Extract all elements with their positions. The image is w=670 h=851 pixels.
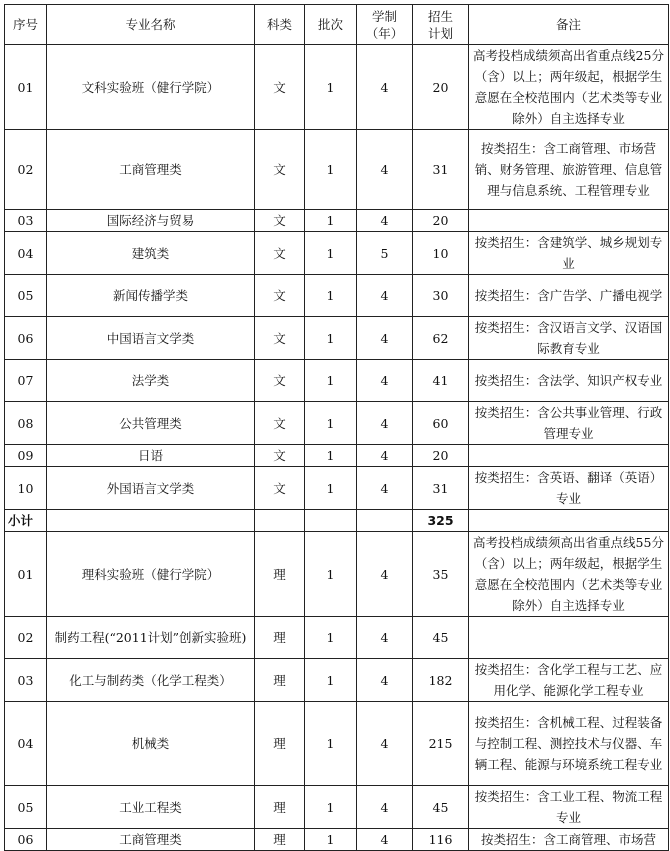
cell-subject: 文: [255, 317, 305, 360]
cell-major: 工商管理类: [47, 829, 255, 851]
table-row: [5, 317, 669, 360]
cell-years: 4: [357, 786, 413, 829]
cell-years: 4: [357, 275, 413, 317]
cell-years: 4: [357, 402, 413, 445]
cell-years: 4: [357, 210, 413, 232]
cell-note: 高考投档成绩须高出省重点线25分（含）以上；两年级起，根据学生意愿在全校范围内（艺术类等专业除外）自主选择专业: [469, 45, 669, 130]
table-row: [5, 786, 669, 829]
cell-plan: 31: [413, 130, 469, 210]
cell-subject: 理: [255, 702, 305, 786]
cell-subject: 文: [255, 360, 305, 402]
cell-batch: 1: [305, 786, 357, 829]
cell-batch: 1: [305, 360, 357, 402]
cell-seq: 03: [5, 210, 47, 232]
cell-subject: 文: [255, 275, 305, 317]
cell-seq: 04: [5, 232, 47, 275]
cell-plan: 182: [413, 659, 469, 702]
table-body: [5, 45, 669, 851]
cell-subject: 理: [255, 617, 305, 659]
cell-seq: 08: [5, 402, 47, 445]
cell-years: 4: [357, 829, 413, 851]
cell-seq: 06: [5, 317, 47, 360]
cell-plan: 20: [413, 210, 469, 232]
header-subject: 科类: [255, 5, 305, 45]
cell-major: 理科实验班（健行学院）: [47, 532, 255, 617]
cell-major: 外国语言文学类: [47, 467, 255, 510]
table-row: [5, 659, 669, 702]
table-row: [5, 532, 669, 617]
cell-major: 制药工程(“2011计划”创新实验班): [47, 617, 255, 659]
subtotal-empty-cell: [469, 510, 669, 532]
cell-seq: 09: [5, 445, 47, 467]
cell-plan: 62: [413, 317, 469, 360]
cell-batch: 1: [305, 445, 357, 467]
cell-note: 按类招生：含法学、知识产权专业: [469, 360, 669, 402]
subtotal-empty-cell: [255, 510, 305, 532]
cell-batch: 1: [305, 702, 357, 786]
cell-seq: 02: [5, 617, 47, 659]
table-row: [5, 210, 669, 232]
cell-plan: 30: [413, 275, 469, 317]
cell-plan: 35: [413, 532, 469, 617]
cell-major: 法学类: [47, 360, 255, 402]
cell-major: 机械类: [47, 702, 255, 786]
cell-plan: 45: [413, 617, 469, 659]
cell-subject: 文: [255, 210, 305, 232]
table-row: [5, 45, 669, 130]
cell-note: 按类招生：含工商管理、市场营: [469, 829, 669, 851]
cell-plan: 31: [413, 467, 469, 510]
table-row: [5, 829, 669, 851]
cell-note: 按类招生：含英语、翻译（英语）专业: [469, 467, 669, 510]
cell-batch: 1: [305, 532, 357, 617]
cell-batch: 1: [305, 130, 357, 210]
cell-major: 新闻传播学类: [47, 275, 255, 317]
cell-batch: 1: [305, 210, 357, 232]
cell-plan: 45: [413, 786, 469, 829]
cell-note: 按类招生：含工业工程、物流工程专业: [469, 786, 669, 829]
cell-subject: 理: [255, 532, 305, 617]
cell-note: 按类招生：含公共事业管理、行政管理专业: [469, 402, 669, 445]
cell-subject: 文: [255, 232, 305, 275]
table-row: [5, 617, 669, 659]
cell-batch: 1: [305, 232, 357, 275]
cell-batch: 1: [305, 829, 357, 851]
cell-plan: 60: [413, 402, 469, 445]
cell-note: 按类招生：含化学工程与工艺、应用化学、能源化学工程专业: [469, 659, 669, 702]
table-row: [5, 232, 669, 275]
cell-years: 4: [357, 659, 413, 702]
cell-major: 日语: [47, 445, 255, 467]
table-row: [5, 467, 669, 510]
cell-years: 4: [357, 317, 413, 360]
cell-seq: 10: [5, 467, 47, 510]
table-header: [5, 5, 669, 45]
cell-seq: 07: [5, 360, 47, 402]
cell-batch: 1: [305, 45, 357, 130]
cell-note: [469, 617, 669, 659]
cell-batch: 1: [305, 617, 357, 659]
cell-batch: 1: [305, 317, 357, 360]
cell-years: 4: [357, 130, 413, 210]
header-plan: 招生 计划: [413, 5, 469, 45]
cell-note: [469, 210, 669, 232]
cell-years: 5: [357, 232, 413, 275]
cell-major: 化工与制药类（化学工程类）: [47, 659, 255, 702]
header-note: 备注: [469, 5, 669, 45]
cell-major: 公共管理类: [47, 402, 255, 445]
header-row: [5, 5, 669, 45]
cell-major: 文科实验班（健行学院）: [47, 45, 255, 130]
cell-subject: 文: [255, 45, 305, 130]
subtotal-plan: 325: [413, 510, 469, 532]
table-row: [5, 130, 669, 210]
cell-years: 4: [357, 445, 413, 467]
cell-batch: 1: [305, 467, 357, 510]
table-row: [5, 702, 669, 786]
header-batch: 批次: [305, 5, 357, 45]
header-years: 学制 （年）: [357, 5, 413, 45]
cell-major: 工商管理类: [47, 130, 255, 210]
cell-seq: 05: [5, 786, 47, 829]
cell-seq: 01: [5, 45, 47, 130]
enrollment-table: [4, 4, 669, 851]
cell-years: 4: [357, 532, 413, 617]
cell-years: 4: [357, 617, 413, 659]
cell-years: 4: [357, 360, 413, 402]
cell-note: 高考投档成绩须高出省重点线55分（含）以上；两年级起，根据学生意愿在全校范围内（艺术类等专业除外）自主选择专业: [469, 532, 669, 617]
cell-seq: 01: [5, 532, 47, 617]
header-major: 专业名称: [47, 5, 255, 45]
cell-subject: 理: [255, 829, 305, 851]
cell-subject: 文: [255, 467, 305, 510]
table-row: [5, 402, 669, 445]
cell-batch: 1: [305, 402, 357, 445]
subtotal-label: 小计: [5, 510, 47, 532]
cell-major: 工业工程类: [47, 786, 255, 829]
header-seq: 序号: [5, 5, 47, 45]
cell-major: 建筑类: [47, 232, 255, 275]
cell-batch: 1: [305, 275, 357, 317]
cell-seq: 06: [5, 829, 47, 851]
cell-batch: 1: [305, 659, 357, 702]
cell-plan: 215: [413, 702, 469, 786]
cell-note: 按类招生：含工商管理、市场营销、财务管理、旅游管理、信息管理与信息系统、工程管理专业: [469, 130, 669, 210]
cell-years: 4: [357, 45, 413, 130]
cell-plan: 116: [413, 829, 469, 851]
cell-plan: 10: [413, 232, 469, 275]
cell-plan: 20: [413, 445, 469, 467]
table-row: [5, 275, 669, 317]
cell-major: 国际经济与贸易: [47, 210, 255, 232]
subtotal-empty-cell: [47, 510, 255, 532]
cell-note: 按类招生：含建筑学、城乡规划专业: [469, 232, 669, 275]
cell-subject: 理: [255, 786, 305, 829]
cell-subject: 文: [255, 402, 305, 445]
cell-note: [469, 445, 669, 467]
cell-seq: 03: [5, 659, 47, 702]
subtotal-empty-cell: [357, 510, 413, 532]
cell-note: 按类招生：含广告学、广播电视学: [469, 275, 669, 317]
cell-subject: 文: [255, 130, 305, 210]
table-row: [5, 445, 669, 467]
cell-plan: 20: [413, 45, 469, 130]
table-row: [5, 360, 669, 402]
subtotal-row: [5, 510, 669, 532]
cell-subject: 文: [255, 445, 305, 467]
cell-seq: 05: [5, 275, 47, 317]
cell-subject: 理: [255, 659, 305, 702]
cell-years: 4: [357, 702, 413, 786]
cell-plan: 41: [413, 360, 469, 402]
cell-note: 按类招生：含机械工程、过程装备与控制工程、测控技术与仪器、车辆工程、能源与环境系统工程专业: [469, 702, 669, 786]
cell-seq: 04: [5, 702, 47, 786]
cell-major: 中国语言文学类: [47, 317, 255, 360]
cell-years: 4: [357, 467, 413, 510]
cell-note: 按类招生：含汉语言文学、汉语国际教育专业: [469, 317, 669, 360]
subtotal-empty-cell: [305, 510, 357, 532]
cell-seq: 02: [5, 130, 47, 210]
